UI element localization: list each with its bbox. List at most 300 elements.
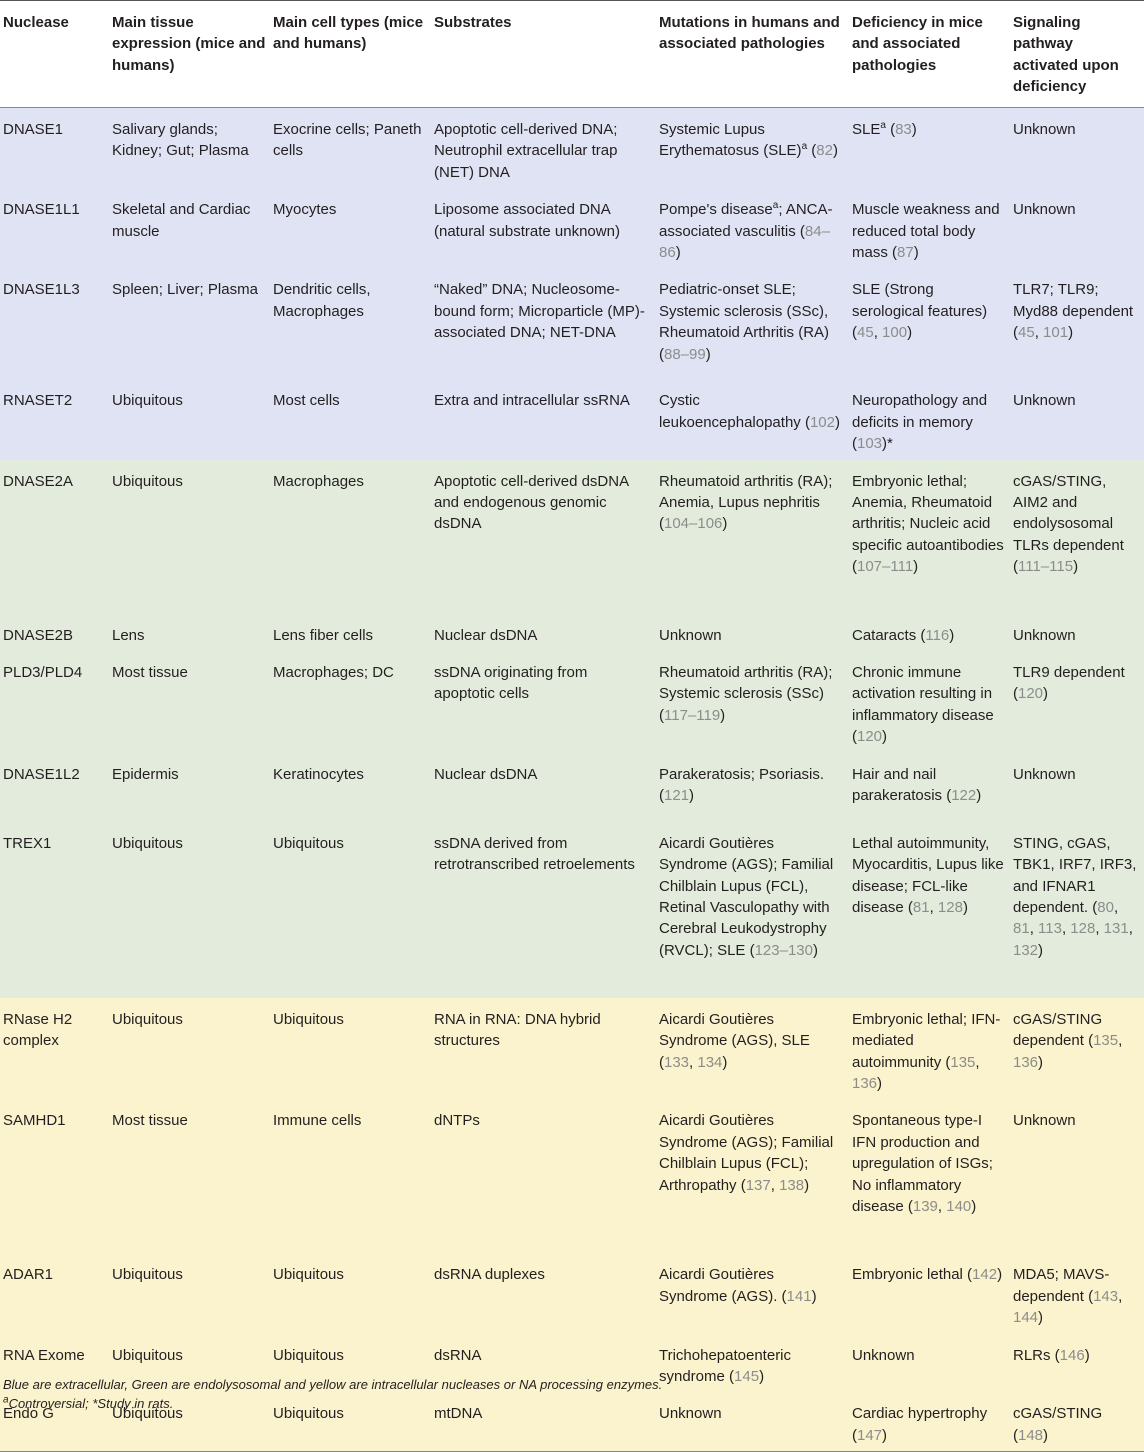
cell-text: ) [1068,324,1074,342]
mutations-cell [656,108,849,189]
cell-text: Embryonic lethal; Anemia, Rheumatoid arthritis; Nucleic acid specific autoantibodies ( [852,472,1004,576]
reference-link[interactable]: 113 [1038,920,1062,938]
cell-text: cGAS/STING dependent ( [1013,1010,1103,1050]
reference-link[interactable]: 135 [1093,1032,1119,1050]
tissue-cell [109,1253,270,1333]
deficiency-cell [849,651,1010,753]
reference-link[interactable]: 117–119 [664,706,721,724]
cell-text: ; ANCA-associated vasculitis ( [659,201,833,240]
substrates-cell [431,188,656,268]
cell-text: Most cells [273,392,340,410]
cell-text: DNASE2B [3,626,74,644]
mutations-cell [656,998,849,1100]
table-row [0,1099,1144,1253]
reference-link[interactable]: 146 [1059,1346,1085,1364]
cell-text: Epidermis [112,765,179,783]
nuclease-cell [0,1253,109,1333]
cell-text: dNTPs [434,1112,480,1130]
cell-text: Nuclear dsDNA [434,626,538,644]
cell-text: ) [722,515,728,533]
cell-text: Spleen; Liver; Plasma [112,281,258,299]
cell-text: Exocrine cells; Paneth cells [273,121,422,160]
cell-text: Cardiac hypertrophy ( [852,1405,988,1444]
header-signaling-pathway: Signaling pathway activated upon deficiency [1010,1,1144,108]
reference-link[interactable]: 103 [857,435,883,453]
reference-link[interactable]: 81 [1013,920,1030,938]
tissue-cell [109,108,270,189]
cell-types-cell [270,188,431,268]
cell-text: Ubiquitous [112,1346,183,1364]
reference-link[interactable]: 143 [1093,1287,1119,1305]
cell-text: Macrophages [273,472,364,490]
footnote-superscript: a [801,141,808,153]
cell-text: , [1095,920,1104,938]
cell-text: Hair and nail parakeratosis ( [852,765,952,805]
cell-text: ssDNA derived from retrotranscribed retroelements [434,834,635,874]
tissue-cell [109,651,270,753]
cell-text: DNASE1L1 [3,201,80,219]
reference-link[interactable]: 122 [951,787,977,805]
header-substrates: Substrates [431,1,656,108]
mutations-cell [656,1253,849,1333]
reference-link[interactable]: 88–99 [664,345,706,363]
cell-text: , [1034,324,1044,342]
cell-text: ) [1038,941,1044,959]
cell-text: ssDNA originating from apoptotic cells [434,664,588,703]
substrates-cell [431,1392,656,1451]
reference-link[interactable]: 133 [664,1053,690,1071]
cell-text: Apoptotic cell-derived DNA; Neutrophil extracellular trap (NET) DNA [434,121,618,181]
footnote-rats: *Study in rats. [92,1396,174,1411]
deficiency-cell [849,1099,1010,1253]
mutations-cell [656,1334,849,1393]
table-row [0,108,1144,189]
cell-text: ) [832,142,838,160]
table-row [0,188,1144,268]
cell-text: Cystic leukoencephalopathy ( [659,392,810,431]
cell-types-cell [270,1392,431,1451]
reference-link[interactable]: 144 [1013,1309,1039,1327]
cell-text: Ubiquitous [273,1266,344,1284]
nuclease-cell [0,753,109,822]
cell-text: , [1061,920,1071,938]
table-row [0,1253,1144,1333]
tissue-cell [109,1099,270,1253]
cell-text: Ubiquitous [273,1405,344,1423]
mutations-cell [656,753,849,822]
reference-link[interactable]: 83 [895,121,912,138]
reference-link[interactable]: 84–86 [659,222,830,262]
deficiency-cell [849,1392,1010,1451]
cell-text: ) [720,706,726,724]
nuclease-cell [0,108,109,189]
cell-text: Embryonic lethal ( [852,1266,973,1284]
footnote-markers [3,1395,173,1413]
cell-text: ) [1073,558,1079,576]
table-row [0,822,1144,998]
nuclease-cell [0,379,109,459]
table-row [0,460,1144,614]
cell-text: Ubiquitous [112,1405,183,1423]
cell-text: Most tissue [112,1112,188,1130]
header-mouse-deficiency: Deficiency in mice and associated pathologies [849,1,1010,108]
cell-text: Salivary glands; Kidney; Gut; Plasma [112,121,249,160]
cell-text: ) [949,626,955,644]
tissue-cell [109,188,270,268]
cell-text: Ubiquitous [112,472,183,490]
cell-text: Neuropathology and deficits in memory ( [852,392,988,453]
table-row [0,651,1144,753]
table-row [0,614,1144,651]
cell-text: , [937,1197,947,1215]
reference-link[interactable]: 142 [972,1266,998,1284]
reference-link[interactable]: 104–106 [664,515,723,533]
cell-text: mtDNA [434,1405,483,1423]
reference-link[interactable]: 134 [697,1053,723,1071]
cell-types-cell [270,379,431,459]
cell-text: ) [997,1266,1003,1284]
cell-text: cGAS/STING, AIM2 and endolysosomal TLRs dependent ( [1013,472,1124,576]
cell-text: Rheumatoid arthritis (RA); Anemia, Lupus nephritis ( [659,472,833,533]
cell-text: ) [976,787,982,805]
cell-text: )* [882,435,893,453]
mutations-cell [656,188,849,268]
reference-link[interactable]: 102 [809,413,835,431]
cell-text: Dendritic cells, Macrophages [273,281,371,320]
cell-text: Unknown [852,1346,915,1364]
pathway-cell [1010,1099,1144,1253]
nuclease-cell [0,651,109,753]
reference-link[interactable]: 45 [1018,324,1035,342]
cell-text: , [1118,1032,1123,1050]
table-header-row [0,1,1144,108]
cell-text: Lethal autoimmunity, Myocarditis, Lupus like disease; FCL-like disease ( [852,834,1004,916]
cell-text: Ubiquitous [112,1266,183,1284]
cell-text: Unknown [1013,392,1076,410]
reference-link[interactable]: 120 [857,728,883,746]
deficiency-cell [849,188,1010,268]
cell-text: TLR9 dependent ( [1013,664,1125,703]
cell-text: “Naked” DNA; Nucleosome-bound form; Microparticle (MP)-associated DNA; NET-DNA [434,281,645,342]
pathway-cell [1010,108,1144,189]
cell-text: Unknown [1013,765,1076,783]
cell-text: Ubiquitous [273,1346,344,1364]
cell-text: Spontaneous type-I IFN production and upregulation of ISGs; No inflammatory disease ( [852,1112,993,1215]
cell-text: Unknown [1013,1112,1076,1130]
pathway-cell [1010,1334,1144,1393]
cell-text: DNASE2A [3,472,74,490]
cell-text: RNA in RNA: DNA hybrid structures [434,1010,601,1050]
reference-link[interactable]: 123–130 [754,941,813,959]
reference-link[interactable]: 80 [1097,898,1114,916]
footnote-controversial: Controversial; [8,1396,93,1411]
reference-link[interactable]: 120 [1018,685,1044,703]
cell-text: ) [913,244,919,262]
cell-text: Skeletal and Cardiac muscle [112,201,251,240]
cell-text: ) [877,1074,883,1092]
reference-link[interactable]: 136 [1013,1053,1039,1071]
cell-text: ) [911,121,917,138]
mutations-cell [656,379,849,459]
cell-types-cell [270,614,431,651]
cell-text: RNA Exome [3,1346,85,1364]
cell-text: , [770,1176,780,1194]
reference-link[interactable]: 145 [734,1367,760,1385]
cell-text: Unknown [659,1405,722,1423]
substrates-cell [431,822,656,998]
cell-text: Apoptotic cell-derived dsDNA and endogenous genomic dsDNA [434,472,629,533]
reference-link[interactable]: 121 [664,787,690,805]
nuclease-cell [0,614,109,651]
cell-text: Ubiquitous [112,392,183,410]
cell-text: Lens [112,626,145,644]
deficiency-cell [849,460,1010,614]
cell-text: Unknown [1013,201,1076,219]
tissue-cell [109,268,270,379]
nuclease-cell [0,998,109,1100]
reference-link[interactable]: 132 [1013,941,1039,959]
cell-text: RLRs ( [1013,1346,1060,1364]
cell-text: Systemic Lupus Erythematosus (SLE) [659,121,802,160]
cell-text: ) [1038,1309,1044,1327]
mutations-cell [656,268,849,379]
mutations-cell [656,1392,849,1451]
reference-link[interactable]: 128 [1070,920,1096,938]
header-tissue-expression: Main tissue expression (mice and humans) [109,1,270,108]
substrates-cell [431,998,656,1100]
tissue-cell [109,753,270,822]
cell-text: ) [913,558,919,576]
pathway-cell [1010,188,1144,268]
cell-text: , [929,898,938,916]
cell-text: Aicardi Goutières Syndrome (AGS), SLE ( [659,1010,810,1071]
cell-text: ) [689,787,695,805]
reference-link[interactable]: 147 [857,1426,883,1444]
cell-text: DNASE1L2 [3,765,80,783]
cell-types-cell [270,998,431,1100]
nuclease-cell [0,460,109,614]
substrates-cell [431,379,656,459]
cell-text: TLR7; TLR9; Myd88 dependent ( [1013,281,1134,342]
cell-text: , [1118,1287,1123,1305]
reference-link[interactable]: 101 [1043,324,1069,342]
tissue-cell [109,379,270,459]
cell-text: Aicardi Goutières Syndrome (AGS); Familial Chilblain Lupus (FCL), Retinal Vasculopathy with Cerebral Leukodystrophy (RVCL); SLE ( [659,834,834,959]
cell-text: Pompe's disease [659,201,773,219]
cell-text: , [1113,898,1119,916]
cell-text: dsRNA duplexes [434,1266,545,1284]
cell-text: , [689,1053,698,1071]
cell-text: Immune cells [273,1112,362,1130]
reference-link[interactable]: 87 [897,244,914,262]
cell-text: ) [971,1197,977,1215]
cell-text: ) [907,324,913,342]
pathway-cell [1010,822,1144,998]
cell-text: , [1029,920,1039,938]
cell-text: Parakeratosis; Psoriasis. ( [659,765,825,805]
reference-link[interactable]: 136 [852,1074,878,1092]
substrates-cell [431,651,656,753]
cell-types-cell [270,1099,431,1253]
cell-text: ) [705,345,711,363]
cell-text: Unknown [1013,626,1076,644]
cell-text: ) [1084,1346,1090,1364]
cell-types-cell [270,651,431,753]
nuclease-cell [0,268,109,379]
cell-text: Unknown [1013,121,1076,138]
cell-text: Lens fiber cells [273,626,374,644]
substrates-cell [431,460,656,614]
deficiency-cell [849,268,1010,379]
cell-text: ) [1043,685,1049,703]
cell-text: ) [962,898,968,916]
substrates-cell [431,1253,656,1333]
table-body [0,108,1144,1452]
reference-link[interactable]: 138 [779,1176,805,1194]
pathway-cell [1010,379,1144,459]
cell-text: ) [675,244,681,262]
cell-text: Embryonic lethal; IFN-mediated autoimmunity ( [852,1010,1001,1071]
reference-link[interactable]: 141 [786,1287,812,1305]
cell-text: Nuclear dsDNA [434,765,538,783]
reference-link[interactable]: 137 [745,1176,771,1194]
cell-text: , [975,1053,980,1071]
cell-text: , [1128,920,1133,938]
cell-text: dsRNA [434,1346,482,1364]
deficiency-cell [849,998,1010,1100]
cell-text: SLE (Strong serological features) ( [852,281,988,342]
cell-text: ) [882,728,888,746]
cell-types-cell [270,822,431,998]
cell-text: ( [807,142,817,160]
cell-text: Aicardi Goutières Syndrome (AGS); Familial Chilblain Lupus (FCL); Arthropathy ( [659,1112,834,1194]
cell-text: ) [811,1287,817,1305]
substrates-cell [431,268,656,379]
cell-text: ADAR1 [3,1266,54,1284]
cell-types-cell [270,460,431,614]
deficiency-cell [849,1253,1010,1333]
deficiency-cell [849,614,1010,651]
nuclease-cell [0,1099,109,1253]
cell-text: STING, cGAS, TBK1, IRF7, IRF3, and IFNAR1 dependent. ( [1013,834,1137,916]
cell-types-cell [270,268,431,379]
cell-text: Ubiquitous [112,1010,183,1028]
table-row [0,379,1144,459]
mutations-cell [656,460,849,614]
cell-text: Ubiquitous [273,834,344,852]
cell-text: DNASE1 [3,121,64,138]
reference-link[interactable]: 140 [946,1197,972,1215]
reference-link[interactable]: 135 [950,1053,976,1071]
substrates-cell [431,753,656,822]
cell-text: PLD3/PLD4 [3,664,83,682]
cell-text: Muscle weakness and reduced total body mass ( [852,201,1000,262]
reference-link[interactable]: 107–111 [857,558,914,576]
deficiency-cell [849,379,1010,459]
cell-text: ) [813,941,818,959]
footnote-superscript: a [880,120,886,131]
cell-text: ( [885,121,896,138]
cell-text: Ubiquitous [273,1010,344,1028]
cell-text: ) [882,1426,888,1444]
reference-link[interactable]: 116 [925,626,950,644]
reference-link[interactable]: 45 [857,324,874,342]
cell-text: Chronic immune activation resulting in inflammatory disease ( [852,664,994,746]
table-row [0,753,1144,822]
cell-text: Cataracts ( [852,626,926,644]
mutations-cell [656,822,849,998]
header-human-mutations: Mutations in humans and associated pathologies [656,1,849,108]
pathway-cell [1010,614,1144,651]
deficiency-cell [849,1334,1010,1393]
cell-text: Aicardi Goutières Syndrome (AGS). ( [659,1266,787,1305]
tissue-cell [109,460,270,614]
cell-text: Macrophages; DC [273,664,394,682]
cell-text: cGAS/STING ( [1013,1405,1103,1444]
cell-text: Pediatric-onset SLE; Systemic sclerosis (SSc), Rheumatoid Arthritis (RA) ( [659,281,830,363]
table-row [0,998,1144,1100]
cell-text: RNASET2 [3,392,73,410]
mutations-cell [656,651,849,753]
pathway-cell [1010,460,1144,614]
cell-text: ) [1043,1426,1049,1444]
substrates-cell [431,614,656,651]
cell-text: ) [759,1367,765,1385]
cell-text: Ubiquitous [112,834,183,852]
footnote-superscript: a [772,200,779,212]
cell-text: ) [804,1176,810,1194]
cell-text: SAMHD1 [3,1112,66,1130]
pathway-cell [1010,651,1144,753]
pathway-cell [1010,1253,1144,1333]
reference-link[interactable]: 81 [912,898,930,916]
header-cell-types: Main cell types (mice and humans) [270,1,431,108]
cell-text: , [873,324,883,342]
cell-types-cell [270,108,431,189]
cell-text: ) [1038,1053,1044,1071]
reference-link[interactable]: 82 [816,142,833,160]
deficiency-cell [849,108,1010,189]
reference-link[interactable]: 111–115 [1018,558,1074,576]
reference-link[interactable]: 148 [1018,1426,1044,1444]
cell-text: ) [722,1053,728,1071]
reference-link[interactable]: 100 [882,324,908,342]
header-nuclease: Nuclease [0,1,109,108]
pathway-cell [1010,268,1144,379]
cell-text: TREX1 [3,834,52,852]
substrates-cell [431,108,656,189]
substrates-cell [431,1099,656,1253]
tissue-cell [109,998,270,1100]
cell-text: Myocytes [273,201,337,219]
cell-text: Liposome associated DNA (natural substrate unknown) [434,201,620,240]
tissue-cell [109,822,270,998]
cell-text: RNase H2 complex [3,1010,73,1050]
cell-text: SLE [852,121,881,138]
deficiency-cell [849,822,1010,998]
cell-text: Endo G [3,1405,54,1423]
tissue-cell [109,614,270,651]
reference-link[interactable]: 128 [937,898,963,916]
reference-link[interactable]: 139 [912,1197,938,1215]
reference-link[interactable]: 131 [1103,920,1129,938]
cell-text: ) [834,413,840,431]
deficiency-cell [849,753,1010,822]
nuclease-cell [0,188,109,268]
footnote-legend: Blue are extracellular, Green are endolysosomal and yellow are intracellular nucleases or NA processing enzymes. [3,1377,663,1392]
table-row [0,268,1144,379]
mutations-cell [656,1099,849,1253]
